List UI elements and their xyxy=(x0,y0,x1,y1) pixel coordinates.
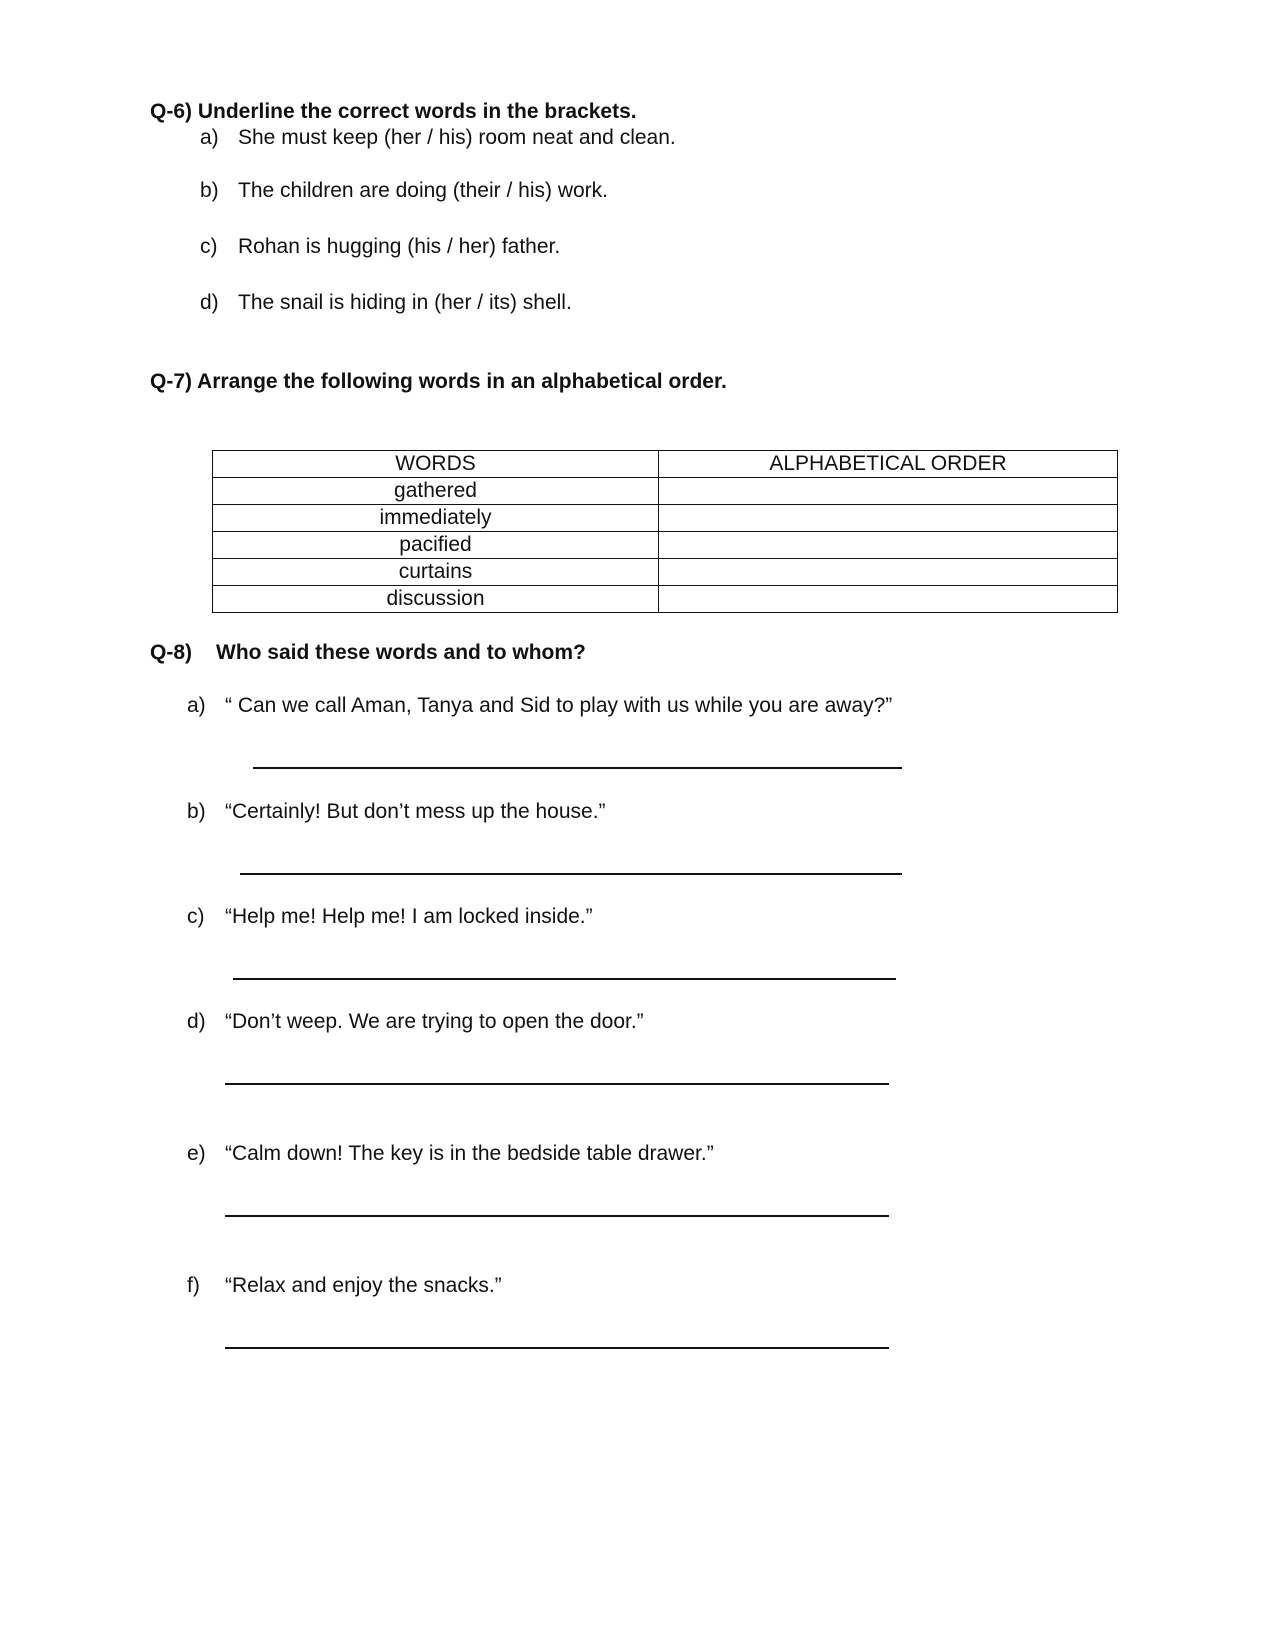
table-row xyxy=(213,478,1118,505)
answer-line[interactable] xyxy=(233,978,896,980)
answer-cell[interactable] xyxy=(659,532,1118,559)
word-cell: gathered xyxy=(213,478,659,505)
q8-item-e xyxy=(187,1142,714,1166)
item-text: “Certainly! But don’t mess up the house.” xyxy=(225,800,606,823)
word-cell: immediately xyxy=(213,505,659,532)
header-alphabetical-order: ALPHABETICAL ORDER xyxy=(659,451,1118,478)
q8-number: Q-8) xyxy=(150,641,192,664)
answer-line[interactable] xyxy=(225,1347,889,1349)
word-cell: pacified xyxy=(213,532,659,559)
item-label: c) xyxy=(200,235,218,258)
answer-line[interactable] xyxy=(253,767,902,769)
table-header-row xyxy=(213,451,1118,478)
item-label: a) xyxy=(200,126,219,149)
word-cell: discussion xyxy=(213,586,659,613)
item-label: f) xyxy=(187,1274,200,1297)
answer-cell[interactable] xyxy=(659,586,1118,613)
q8-item-b xyxy=(187,800,606,824)
q8-item-c xyxy=(187,905,593,929)
table-row xyxy=(213,586,1118,613)
table-row xyxy=(213,559,1118,586)
q6-item-d xyxy=(200,291,572,315)
item-text: “Don’t weep. We are trying to open the door.” xyxy=(225,1010,644,1033)
item-text: “Calm down! The key is in the bedside table drawer.” xyxy=(225,1142,714,1165)
table-row xyxy=(213,532,1118,559)
item-label: d) xyxy=(187,1010,206,1033)
answer-cell[interactable] xyxy=(659,505,1118,532)
q8-heading-text: Who said these words and to whom? xyxy=(216,641,586,664)
answer-cell[interactable] xyxy=(659,559,1118,586)
item-text: The snail is hiding in (her / its) shell. xyxy=(238,291,572,314)
word-cell: curtains xyxy=(213,559,659,586)
q6-item-b xyxy=(200,179,608,203)
q7-heading: Q-7) Arrange the following words in an alphabetical order. xyxy=(150,370,727,393)
q6-item-a xyxy=(200,126,676,150)
item-label: e) xyxy=(187,1142,206,1165)
q8-heading xyxy=(150,641,586,665)
q8-item-f xyxy=(187,1274,502,1298)
answer-line[interactable] xyxy=(225,1083,889,1085)
answer-line[interactable] xyxy=(225,1215,889,1217)
table-row xyxy=(213,505,1118,532)
answer-cell[interactable] xyxy=(659,478,1118,505)
item-label: b) xyxy=(187,800,206,823)
item-label: d) xyxy=(200,291,219,314)
words-table xyxy=(212,450,1118,613)
item-label: c) xyxy=(187,905,205,928)
header-words: WORDS xyxy=(213,451,659,478)
item-text: “ Can we call Aman, Tanya and Sid to play with us while you are away?” xyxy=(225,694,893,717)
q8-item-a xyxy=(187,694,892,718)
q6-item-c xyxy=(200,235,560,259)
item-text: Rohan is hugging (his / her) father. xyxy=(238,235,561,258)
answer-line[interactable] xyxy=(240,873,902,875)
item-label: a) xyxy=(187,694,206,717)
item-text: “Relax and enjoy the snacks.” xyxy=(225,1274,502,1297)
q8-item-d xyxy=(187,1010,644,1034)
q6-heading: Q-6) Underline the correct words in the brackets. xyxy=(150,100,637,123)
item-text: She must keep (her / his) room neat and clean. xyxy=(238,126,676,149)
item-text: “Help me! Help me! I am locked inside.” xyxy=(225,905,593,928)
item-text: The children are doing (their / his) work. xyxy=(238,179,608,202)
item-label: b) xyxy=(200,179,219,202)
